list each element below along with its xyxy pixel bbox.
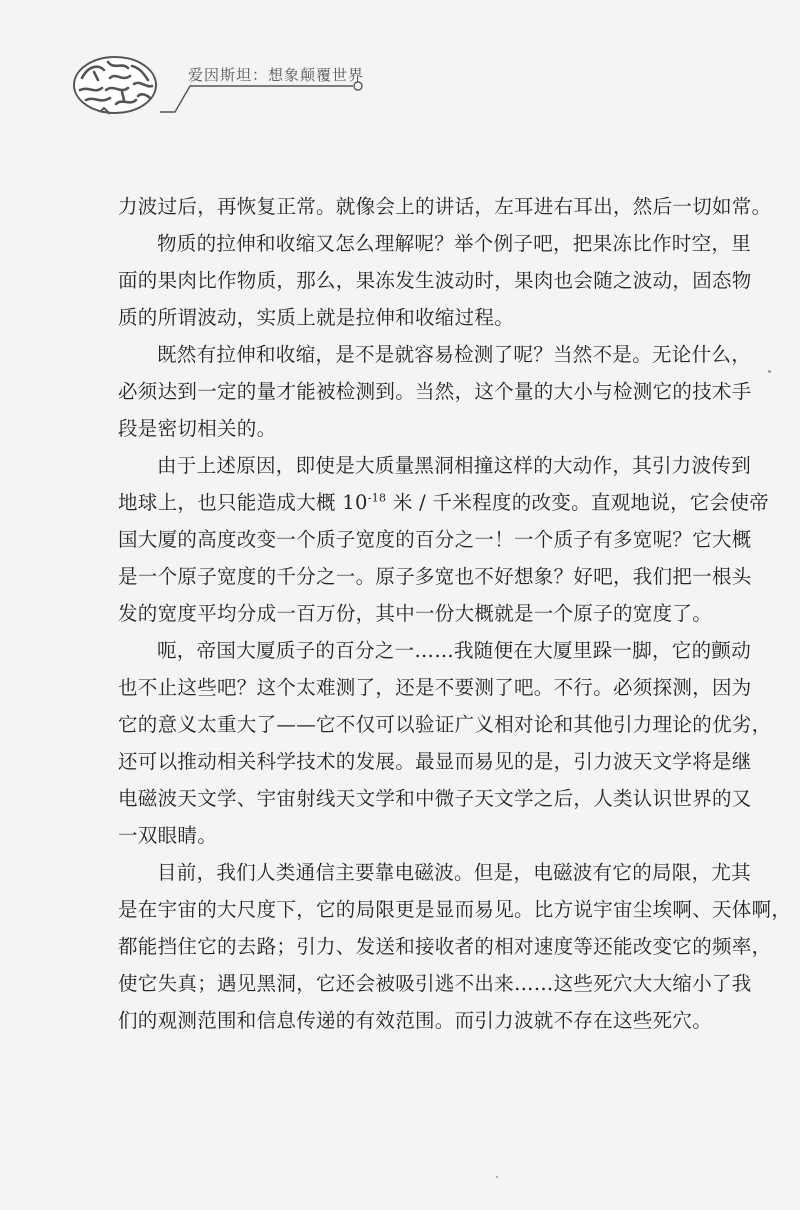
paragraph-5 <box>118 632 772 854</box>
brain-icon <box>70 52 160 118</box>
text-line: 还可以推动相关科学技术的发展。最显而易见的是，引力波天文学将是继 <box>118 750 752 773</box>
text-line: 力波过后，再恢复正常。就像会上的讲话，左耳进右耳出，然后一切如常。 <box>118 195 772 218</box>
text-line: 段是密切相关的。 <box>118 417 277 440</box>
text-line: 既然有拉伸和收缩，是不是就容易检测了呢？当然不是。无论什么， <box>157 343 752 366</box>
text-line: 物质的拉伸和收缩又怎么理解呢？举个例子吧，把果冻比作时空，里 <box>157 232 752 255</box>
text-line: 是一个原子宽度的千分之一。原子多宽也不好想象？好吧，我们把一根头 <box>118 565 752 588</box>
text-line: 们的观测范围和信息传递的有效范围。而引力波就不存在这些死穴。 <box>118 1009 713 1032</box>
text-line: 质的所谓波动，实质上就是拉伸和收缩过程。 <box>118 306 515 329</box>
scan-speck <box>768 370 771 373</box>
scan-speck <box>496 1176 498 1178</box>
body-text <box>118 188 792 1039</box>
text-line: 它的意义太重大了——它不仅可以验证广义相对论和其他引力理论的优劣， <box>118 713 772 736</box>
text-line: 面的果肉比作物质，那么，果冻发生波动时，果肉也会随之波动，固态物 <box>118 269 752 292</box>
text-line: 一双眼睛。 <box>118 824 218 847</box>
paragraph-6 <box>118 854 792 1039</box>
text-line: 国大厦的高度改变一个质子宽度的百分之一！一个质子有多宽呢？它大概 <box>118 528 752 551</box>
text-line: 由于上述原因，即使是大质量黑洞相撞这样的大动作，其引力波传到 <box>157 454 752 477</box>
text-line: 使它失真；遇见黑洞，它还会被吸引逃不出来……这些死穴大大缩小了我 <box>118 972 752 995</box>
text-line-with-exponent <box>118 484 770 521</box>
text-line: 也不止这些吧？这个太难测了，还是不要测了吧。不行。必须探测，因为 <box>118 676 752 699</box>
text-line: 是在宇宙的大尺度下，它的局限更是显而易见。比方说宇宙尘埃啊、天体啊， <box>118 898 792 921</box>
text-line: 都能挡住它的去路；引力、发送和接收者的相对速度等还能改变它的频率， <box>118 935 772 958</box>
text-line: 目前，我们人类通信主要靠电磁波。但是，电磁波有它的局限，尤其 <box>157 861 752 884</box>
text-line: 电磁波天文学、宇宙射线天文学和中微子天文学之后，人类认识世界的又 <box>118 787 752 810</box>
text-line: 呃，帝国大厦质子的百分之一……我随便在大厦里跺一脚，它的颤动 <box>157 639 752 662</box>
exponent: -18 <box>367 491 387 505</box>
text-line: 发的宽度平均分成一百万份，其中一份大概就是一个原子的宽度了。 <box>118 602 713 625</box>
text-line-start: 地球上，也只能造成大概 10 <box>118 491 368 514</box>
text-line: 必须达到一定的量才能被检测到。当然，这个量的大小与检测它的技术手 <box>118 380 752 403</box>
paragraph-2 <box>118 225 752 336</box>
page-header <box>0 0 800 140</box>
paragraph-1 <box>118 188 772 225</box>
text-line-end: 米 / 千米程度的改变。直观地说，它会使帝 <box>386 491 770 514</box>
running-title: 爱因斯坦：想象颠覆世界 <box>188 66 365 84</box>
paragraph-4 <box>118 447 770 632</box>
paragraph-3 <box>118 336 752 447</box>
